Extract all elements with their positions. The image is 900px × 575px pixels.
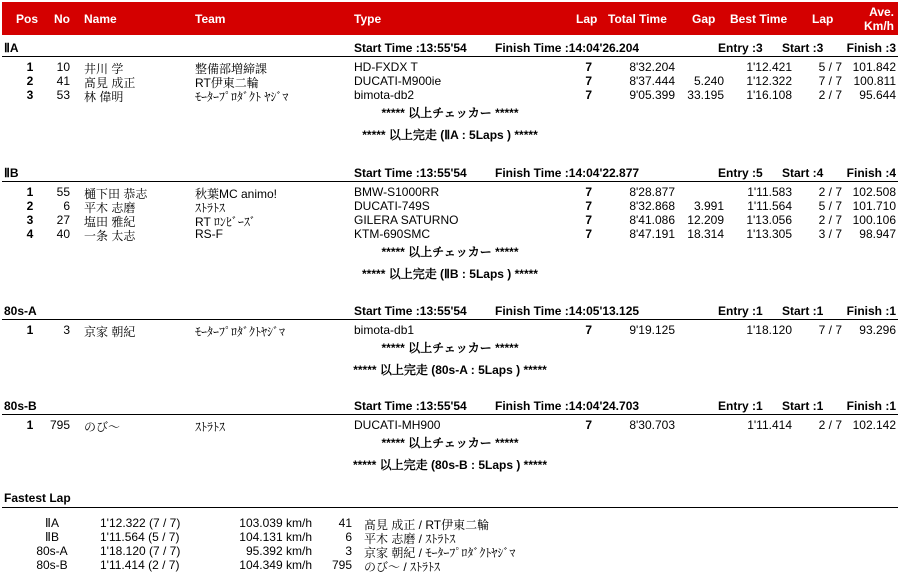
cell-total-time: 8'32.204 bbox=[629, 60, 675, 74]
cell-best-time: 1'16.108 bbox=[746, 88, 792, 102]
cell-type: BMW-S1000RR bbox=[354, 185, 440, 199]
cell-best-time: 1'11.414 bbox=[747, 418, 792, 432]
cell-best-lap: 5 / 7 bbox=[818, 60, 842, 74]
class-finish-count: Finish :1 bbox=[846, 304, 896, 318]
checker-note: ***** 以上チェッカー ***** bbox=[381, 106, 519, 120]
class-finish-count: Finish :4 bbox=[846, 166, 896, 180]
cell-no: 6 bbox=[63, 199, 70, 213]
cell-pos: 1 bbox=[26, 323, 34, 337]
cell-best-lap: 2 / 7 bbox=[818, 185, 842, 199]
cell-name: 平木 志磨 bbox=[84, 201, 136, 215]
cell-total-time: 8'28.877 bbox=[629, 185, 675, 199]
fastest-rider-team: のび～ / ｽﾄﾗﾄｽ bbox=[364, 560, 441, 574]
header-total-time: Total Time bbox=[608, 12, 667, 26]
cell-no: 3 bbox=[63, 323, 70, 337]
cell-ave: 93.296 bbox=[859, 323, 896, 337]
cell-total-time: 8'32.868 bbox=[629, 199, 675, 213]
complete-note: ***** 以上完走 (80s-A : 5Laps ) ***** bbox=[353, 363, 547, 377]
header-team: Team bbox=[195, 12, 226, 26]
cell-total-time: 8'41.086 bbox=[629, 213, 675, 227]
cell-name: 林 偉明 bbox=[84, 90, 124, 104]
cell-team: ｽﾄﾗﾄｽ bbox=[195, 201, 226, 215]
cell-total-time: 8'37.444 bbox=[629, 74, 675, 88]
cell-team: RT伊東二輪 bbox=[195, 76, 259, 90]
cell-type: GILERA SATURNO bbox=[354, 213, 459, 227]
complete-note: ***** 以上完走 (80s-B : 5Laps ) ***** bbox=[352, 458, 548, 472]
cell-lap: 7 bbox=[585, 60, 592, 74]
fastest-lap-row bbox=[2, 530, 898, 544]
cell-type: HD-FXDX T bbox=[354, 60, 418, 74]
class-header bbox=[2, 303, 898, 320]
cell-type: bimota-db1 bbox=[354, 323, 415, 337]
cell-lap: 7 bbox=[585, 185, 592, 199]
header-kmh: Km/h bbox=[864, 19, 894, 33]
checker-note: ***** 以上チェッカー ***** bbox=[381, 341, 519, 355]
class-entry-count: Entry :5 bbox=[718, 166, 763, 180]
cell-pos: 1 bbox=[26, 185, 34, 199]
cell-type: DUCATI-MH900 bbox=[354, 418, 441, 432]
cell-team: ｽﾄﾗﾄｽ bbox=[195, 420, 226, 434]
cell-lap: 7 bbox=[585, 418, 592, 432]
cell-name: のび～ bbox=[84, 420, 121, 434]
cell-team: 秋葉MC animo! bbox=[195, 187, 278, 201]
class-entry-count: Entry :3 bbox=[718, 41, 763, 55]
header-no: No bbox=[54, 12, 70, 26]
class-start-time: Start Time :13:55'54 bbox=[354, 399, 467, 413]
cell-best-time: 1'13.056 bbox=[746, 213, 792, 227]
header-lap: Lap bbox=[576, 12, 598, 26]
fastest-no: 795 bbox=[331, 558, 352, 572]
class-name: 80s-A bbox=[4, 304, 37, 318]
cell-ave: 98.947 bbox=[859, 227, 896, 241]
class-start-count: Start :1 bbox=[782, 399, 824, 413]
class-divider bbox=[2, 181, 898, 182]
class-start-time: Start Time :13:55'54 bbox=[354, 304, 467, 318]
cell-pos: 1 bbox=[26, 418, 34, 432]
checker-note: ***** 以上チェッカー ***** bbox=[381, 436, 519, 450]
class-divider bbox=[2, 319, 898, 320]
fastest-time: 1'11.564 (5 / 7) bbox=[100, 530, 180, 544]
class-finish-time: Finish Time :14:04'22.877 bbox=[495, 166, 640, 180]
cell-pos: 1 bbox=[26, 60, 34, 74]
table-row bbox=[2, 185, 898, 199]
complete-note: ***** 以上完走 (ⅡA : 5Laps ) ***** bbox=[362, 128, 538, 142]
cell-name: 井川 学 bbox=[84, 62, 124, 76]
cell-name: 一条 太志 bbox=[84, 229, 136, 243]
fastest-lap-row bbox=[2, 558, 898, 572]
cell-name: 京家 朝紀 bbox=[84, 325, 136, 339]
cell-no: 10 bbox=[56, 60, 70, 74]
cell-lap: 7 bbox=[585, 227, 592, 241]
cell-best-lap: 5 / 7 bbox=[818, 199, 842, 213]
class-header bbox=[2, 40, 898, 57]
fastest-time: 1'18.120 (7 / 7) bbox=[100, 544, 181, 558]
header-name: Name bbox=[84, 12, 117, 26]
complete-note: ***** 以上完走 (ⅡB : 5Laps ) ***** bbox=[362, 267, 538, 281]
cell-pos: 2 bbox=[26, 74, 34, 88]
class-start-count: Start :4 bbox=[782, 166, 824, 180]
cell-best-time: 1'11.583 bbox=[747, 185, 792, 199]
cell-best-lap: 2 / 7 bbox=[818, 213, 842, 227]
cell-best-lap: 3 / 7 bbox=[818, 227, 842, 241]
cell-gap: 33.195 bbox=[687, 88, 724, 102]
cell-no: 53 bbox=[56, 88, 70, 102]
cell-best-time: 1'18.120 bbox=[746, 323, 792, 337]
checker-note: ***** 以上チェッカー ***** bbox=[381, 245, 519, 259]
class-divider bbox=[2, 56, 898, 57]
cell-gap: 5.240 bbox=[693, 74, 724, 88]
class-finish-time: Finish Time :14:04'24.703 bbox=[495, 399, 640, 413]
cell-lap: 7 bbox=[585, 213, 592, 227]
class-entry-count: Entry :1 bbox=[718, 399, 763, 413]
cell-ave: 101.842 bbox=[852, 60, 896, 74]
cell-pos: 4 bbox=[26, 227, 34, 241]
fastest-rider-team: 髙見 成正 / RT伊東二輪 bbox=[364, 518, 490, 532]
fastest-class: ⅡB bbox=[45, 530, 59, 544]
cell-best-time: 1'11.564 bbox=[747, 199, 792, 213]
results-header bbox=[2, 2, 898, 35]
cell-ave: 100.811 bbox=[853, 74, 896, 88]
cell-team: ﾓｰﾀｰﾌﾟﾛﾀﾞｸﾄ ﾔｼﾞﾏ bbox=[195, 90, 289, 104]
cell-ave: 95.644 bbox=[859, 88, 896, 102]
cell-name: 髙見 成正 bbox=[84, 76, 136, 90]
fastest-rider-team: 平木 志磨 / ｽﾄﾗﾄｽ bbox=[364, 532, 456, 546]
fastest-rider-team: 京家 朝紀 / ﾓｰﾀｰﾌﾟﾛﾀﾞｸﾄﾔｼﾞﾏ bbox=[364, 546, 516, 560]
fastest-class: 80s-B bbox=[36, 558, 68, 572]
class-header bbox=[2, 398, 898, 415]
cell-no: 795 bbox=[49, 418, 70, 432]
class-start-time: Start Time :13:55'54 bbox=[354, 166, 467, 180]
cell-total-time: 8'47.191 bbox=[629, 227, 675, 241]
cell-type: KTM-690SMC bbox=[354, 227, 431, 241]
cell-name: 塩田 雅紀 bbox=[84, 215, 136, 229]
cell-ave: 102.508 bbox=[852, 185, 896, 199]
cell-best-lap: 2 / 7 bbox=[818, 418, 842, 432]
class-divider bbox=[2, 414, 898, 415]
cell-lap: 7 bbox=[585, 323, 592, 337]
cell-lap: 7 bbox=[585, 199, 592, 213]
cell-type: DUCATI-749S bbox=[354, 199, 430, 213]
cell-gap: 12.209 bbox=[687, 213, 724, 227]
cell-pos: 3 bbox=[26, 88, 34, 102]
fastest-lap-divider bbox=[2, 507, 898, 508]
cell-team: ﾓｰﾀｰﾌﾟﾛﾀﾞｸﾄﾔｼﾞﾏ bbox=[195, 325, 286, 339]
cell-type: bimota-db2 bbox=[354, 88, 415, 102]
header-ave: Ave. bbox=[869, 5, 894, 19]
fastest-time: 1'11.414 (2 / 7) bbox=[100, 558, 180, 572]
cell-ave: 101.710 bbox=[852, 199, 896, 213]
fastest-no: 6 bbox=[345, 530, 352, 544]
cell-best-lap: 2 / 7 bbox=[818, 88, 842, 102]
cell-no: 55 bbox=[56, 185, 70, 199]
table-row bbox=[2, 60, 898, 74]
cell-total-time: 8'30.703 bbox=[629, 418, 675, 432]
class-finish-time: Finish Time :14:05'13.125 bbox=[495, 304, 640, 318]
cell-total-time: 9'05.399 bbox=[629, 88, 675, 102]
table-row bbox=[2, 323, 898, 337]
fastest-class: ⅡA bbox=[45, 516, 59, 530]
table-row bbox=[2, 227, 898, 241]
class-name: 80s-B bbox=[4, 399, 37, 413]
header-best-lap: Lap bbox=[812, 12, 834, 26]
fastest-lap-title: Fastest Lap bbox=[4, 491, 71, 505]
cell-team: 整備部増締課 bbox=[195, 62, 268, 76]
cell-team: RS-F bbox=[195, 227, 223, 241]
header-type: Type bbox=[354, 12, 382, 26]
class-header bbox=[2, 165, 898, 182]
fastest-no: 41 bbox=[338, 516, 352, 530]
header-best-time: Best Time bbox=[730, 12, 788, 26]
cell-no: 41 bbox=[56, 74, 70, 88]
cell-best-time: 1'13.305 bbox=[746, 227, 792, 241]
cell-name: 樋下田 恭志 bbox=[84, 187, 148, 201]
header-gap: Gap bbox=[692, 12, 716, 26]
table-row bbox=[2, 418, 898, 432]
fastest-speed: 95.392 km/h bbox=[245, 544, 312, 558]
cell-gap: 3.991 bbox=[693, 199, 724, 213]
fastest-time: 1'12.322 (7 / 7) bbox=[100, 516, 181, 530]
cell-ave: 100.106 bbox=[852, 213, 896, 227]
fastest-speed: 103.039 km/h bbox=[239, 516, 312, 530]
fastest-no: 3 bbox=[345, 544, 352, 558]
cell-lap: 7 bbox=[585, 88, 592, 102]
cell-lap: 7 bbox=[585, 74, 592, 88]
cell-pos: 3 bbox=[26, 213, 34, 227]
class-finish-time: Finish Time :14:04'26.204 bbox=[495, 41, 640, 55]
cell-no: 40 bbox=[56, 227, 70, 241]
class-entry-count: Entry :1 bbox=[718, 304, 763, 318]
cell-best-time: 1'12.421 bbox=[746, 60, 792, 74]
cell-ave: 102.142 bbox=[852, 418, 896, 432]
header-pos: Pos bbox=[16, 12, 39, 26]
class-name: ⅡB bbox=[4, 166, 19, 180]
fastest-class: 80s-A bbox=[36, 544, 68, 558]
cell-type: DUCATI-M900ie bbox=[354, 74, 442, 88]
cell-best-lap: 7 / 7 bbox=[818, 74, 842, 88]
table-row bbox=[2, 199, 898, 213]
cell-gap: 18.314 bbox=[687, 227, 724, 241]
fastest-speed: 104.349 km/h bbox=[239, 558, 312, 572]
class-start-time: Start Time :13:55'54 bbox=[354, 41, 467, 55]
class-start-count: Start :3 bbox=[782, 41, 824, 55]
table-row bbox=[2, 213, 898, 227]
cell-total-time: 9'19.125 bbox=[629, 323, 675, 337]
class-finish-count: Finish :1 bbox=[846, 399, 896, 413]
class-finish-count: Finish :3 bbox=[846, 41, 896, 55]
cell-team: RT ﾛﾝﾋﾞｰｽﾞ bbox=[195, 215, 256, 229]
fastest-lap-row bbox=[2, 544, 898, 558]
fastest-lap-row bbox=[2, 516, 898, 530]
table-row bbox=[2, 88, 898, 102]
table-row bbox=[2, 74, 898, 88]
fastest-speed: 104.131 km/h bbox=[239, 530, 312, 544]
class-start-count: Start :1 bbox=[782, 304, 824, 318]
class-name: ⅡA bbox=[4, 41, 19, 55]
cell-best-time: 1'12.322 bbox=[746, 74, 792, 88]
cell-no: 27 bbox=[56, 213, 70, 227]
cell-pos: 2 bbox=[26, 199, 34, 213]
cell-best-lap: 7 / 7 bbox=[818, 323, 842, 337]
